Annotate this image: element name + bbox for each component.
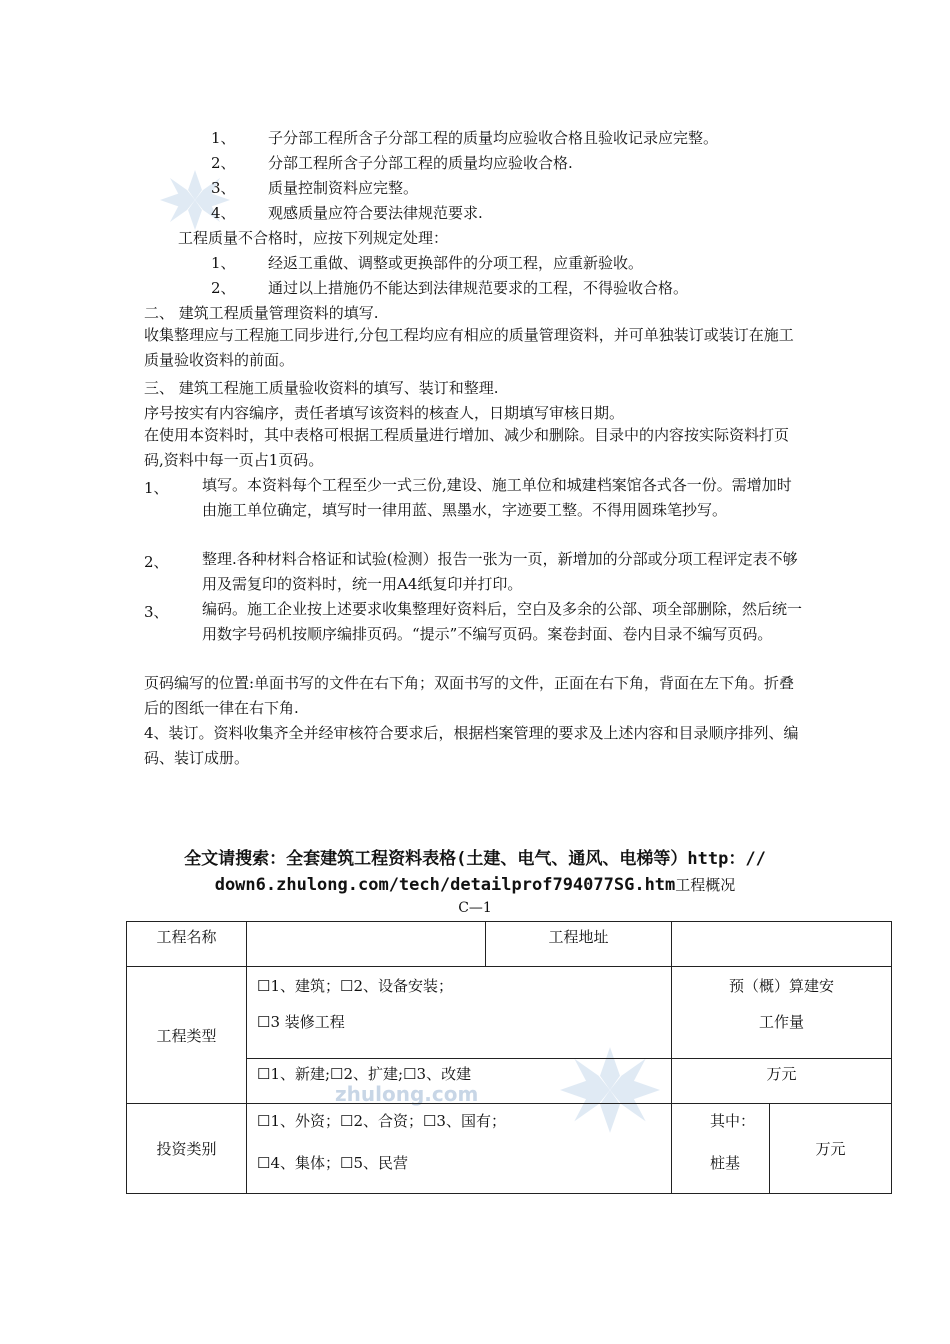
project-address-value[interactable] xyxy=(672,922,892,967)
list-item-number: 1、 xyxy=(211,129,236,147)
table-cell xyxy=(127,922,247,967)
step-text: 整理.各种材料合格证和试验(检测）报告一张为一页，新增加的分部或分项工程评定表不够用及需复印的资料时，统一用A4纸复印并打印。 xyxy=(202,550,798,593)
project-type-label: 工程类型 xyxy=(156,1026,217,1045)
investment-type-options[interactable]: ☐1、外资；☐2、合资；☐3、国有； xyxy=(257,1112,506,1130)
table-cell xyxy=(486,922,672,967)
table-cell xyxy=(247,967,672,1059)
project-type-options[interactable]: ☐1、建筑；☐2、设备安装； xyxy=(257,977,453,995)
section-3-paragraph: 序号按实有内容编序，责任者填写该资料的核查人，日期填写审核日期。 xyxy=(144,404,625,422)
step-text: 填写。本资料每个工程至少一式三份,建设、施工单位和城建档案馆各式各一份。需增加时由施工单位确定，填写时一律用蓝、黑墨水，字迹要工整。不得用圆珠笔抄写。 xyxy=(202,476,792,519)
project-name-value[interactable] xyxy=(247,922,486,967)
section-2-body: 收集整理应与工程施工同步进行,分包工程均应有相应的质量管理资料，并可单独装订或装订在施工质量验收资料的前面。 xyxy=(144,326,794,369)
unit-label: 万元 xyxy=(766,1065,797,1083)
table-cell xyxy=(770,1104,892,1194)
list-item: 经返工重做、调整或更换部件的分项工程，应重新验收。 xyxy=(268,254,644,272)
section-2-title: 二、 建筑工程质量管理资料的填写. xyxy=(144,304,379,322)
watermark-text: zhulong.com xyxy=(335,1082,479,1106)
budget-label: 工作量 xyxy=(758,1013,804,1031)
list-item-number: 2、 xyxy=(211,279,236,297)
search-heading-line: 全文请搜索：全套建筑工程资料表格(土建、电气、通风、电梯等）http：// xyxy=(184,849,766,869)
step-number: 1、 xyxy=(144,479,169,497)
step-number: 3、 xyxy=(144,603,169,621)
pile-foundation-label: 桩基 xyxy=(710,1154,741,1172)
form-code: C—1 xyxy=(458,900,492,916)
table-cell xyxy=(672,1059,892,1104)
table-cell xyxy=(127,967,247,1104)
project-type-options[interactable]: ☐3 装修工程 xyxy=(257,1013,345,1031)
search-suffix: 工程概况 xyxy=(675,876,736,894)
table-row xyxy=(127,922,892,967)
among-label: 其中： xyxy=(710,1112,756,1130)
table-cell xyxy=(672,967,892,1059)
step-number: 2、 xyxy=(144,553,169,571)
list-item: 子分部工程所含子分部工程的质量均应验收合格且验收记录应完整。 xyxy=(268,129,719,147)
list-item: 质量控制资料应完整。 xyxy=(268,179,419,197)
section-3-paragraph: 在使用本资料时，其中表格可根据工程质量进行增加、减少和删除。目录中的内容按实际资料打页码,资料中每一页占1页码。 xyxy=(144,426,790,469)
table-row xyxy=(127,967,892,1059)
project-overview-table xyxy=(126,921,892,1194)
list-item: 通过以上措施仍不能达到法律规范要求的工程，不得验收合格。 xyxy=(268,279,689,297)
list-item: 分部工程所含子分部工程的质量均应验收合格. xyxy=(268,154,573,172)
unit-label: 万元 xyxy=(815,1140,846,1158)
investment-type-options[interactable]: ☐4、集体；☐5、民营 xyxy=(257,1154,408,1172)
list-item-number: 1、 xyxy=(211,254,236,272)
list-item-number: 2、 xyxy=(211,154,236,172)
table-cell xyxy=(672,1104,770,1194)
search-heading xyxy=(120,846,830,898)
page-number-paragraph: 页码编写的位置:单面书写的文件在右下角；双面书写的文件，正面在右下角，背面在左下角。折叠后的图纸一律在右下角. xyxy=(144,674,795,717)
construction-type-options[interactable]: ☐1、新建;☐2、扩建;☐3、改建 xyxy=(257,1065,472,1083)
table-cell xyxy=(247,1059,672,1104)
table-cell xyxy=(127,1104,247,1194)
budget-label: 预（概）算建安 xyxy=(728,977,834,995)
list-item-number: 4、 xyxy=(211,204,236,222)
step-text: 编码。施工企业按上述要求收集整理好资料后，空白及多余的公部、项全部删除，然后统一用数字号码机按顺序编排页码。“提示”不编写页码。案卷封面、卷内目录不编写页码。 xyxy=(202,600,803,643)
list-item-number: 3、 xyxy=(211,179,236,197)
search-link[interactable]: down6.zhulong.com/tech/detailprof794077SG.htm xyxy=(214,875,676,895)
section-3-title: 三、 建筑工程施工质量验收资料的填写、装订和整理. xyxy=(144,379,499,397)
binding-paragraph: 4、装订。资料收集齐全并经审核符合要求后，根据档案管理的要求及上述内容和目录顺序排列、编码、装订成册。 xyxy=(144,724,799,767)
project-name-label: 工程名称 xyxy=(156,928,217,946)
investment-type-label: 投资类别 xyxy=(156,1140,217,1158)
nonconform-heading: 工程质量不合格时，应按下列规定处理： xyxy=(178,229,449,247)
table-cell xyxy=(247,1104,672,1194)
table-row xyxy=(127,1104,892,1194)
list-item: 观感质量应符合要法律规范要求. xyxy=(268,204,483,222)
project-address-label: 工程地址 xyxy=(548,928,609,946)
